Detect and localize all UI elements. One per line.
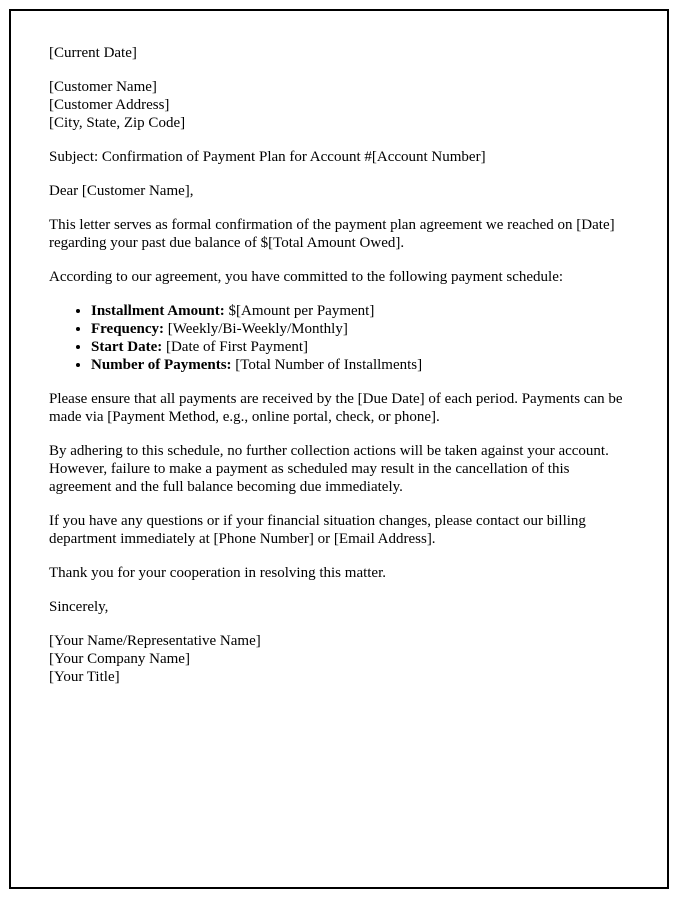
schedule-item-label: Frequency: <box>91 321 165 337</box>
salutation: Dear [Customer Name], <box>49 183 194 199</box>
subject-line: Subject: Confirmation of Payment Plan for Account #[Account Number] <box>49 149 486 165</box>
paragraph-schedule-intro: According to our agreement, you have committed to the following payment schedule: <box>49 269 564 285</box>
letter-page <box>9 9 669 889</box>
schedule-item-label: Start Date: <box>91 339 163 355</box>
recipient-block <box>49 78 623 132</box>
schedule-item-start-date <box>91 338 623 356</box>
schedule-item-value: [Total Number of Installments] <box>231 357 423 373</box>
paragraph-intro: This letter serves as formal confirmation of the payment plan agreement we reached on [Date] regarding your past due balance of $[Total Amount Owed]. <box>49 217 615 251</box>
paragraph-questions: If you have any questions or if your financial situation changes, please contact our billing department immediately at [Phone Number] or [Email Address]. <box>49 513 586 547</box>
schedule-item-value: [Date of First Payment] <box>162 339 309 355</box>
schedule-item-frequency <box>91 320 623 338</box>
closing: Sincerely, <box>49 599 109 615</box>
signature-block <box>49 632 623 686</box>
paragraph-payments: Please ensure that all payments are received by the [Due Date] of each period. Payments can be made via [Payment Method, e.g., online portal, check, or phone]. <box>49 391 623 425</box>
recipient-name: [Customer Name] <box>49 79 157 95</box>
signature-title: [Your Title] <box>49 669 120 685</box>
schedule-item-value: $[Amount per Payment] <box>224 303 375 319</box>
schedule-item-number-of-payments <box>91 356 623 374</box>
paragraph-adherence: By adhering to this schedule, no further collection actions will be taken against your account. However, failure to make a payment as scheduled may result in the cancellation of this agreement and the full balance becoming due immediately. <box>49 443 609 495</box>
signature-name: [Your Name/Representative Name] <box>49 633 261 649</box>
paragraph-thanks: Thank you for your cooperation in resolving this matter. <box>49 565 387 581</box>
payment-schedule-list <box>49 302 623 374</box>
schedule-item-label: Installment Amount: <box>91 303 225 319</box>
schedule-item-value: [Weekly/Bi-Weekly/Monthly] <box>164 321 348 337</box>
signature-company: [Your Company Name] <box>49 651 190 667</box>
letter-content <box>11 11 667 686</box>
recipient-address: [Customer Address] <box>49 97 170 113</box>
schedule-item-label: Number of Payments: <box>91 357 232 373</box>
recipient-city-state-zip: [City, State, Zip Code] <box>49 115 186 131</box>
schedule-item-installment-amount <box>91 302 623 320</box>
letter-date: [Current Date] <box>49 45 137 61</box>
